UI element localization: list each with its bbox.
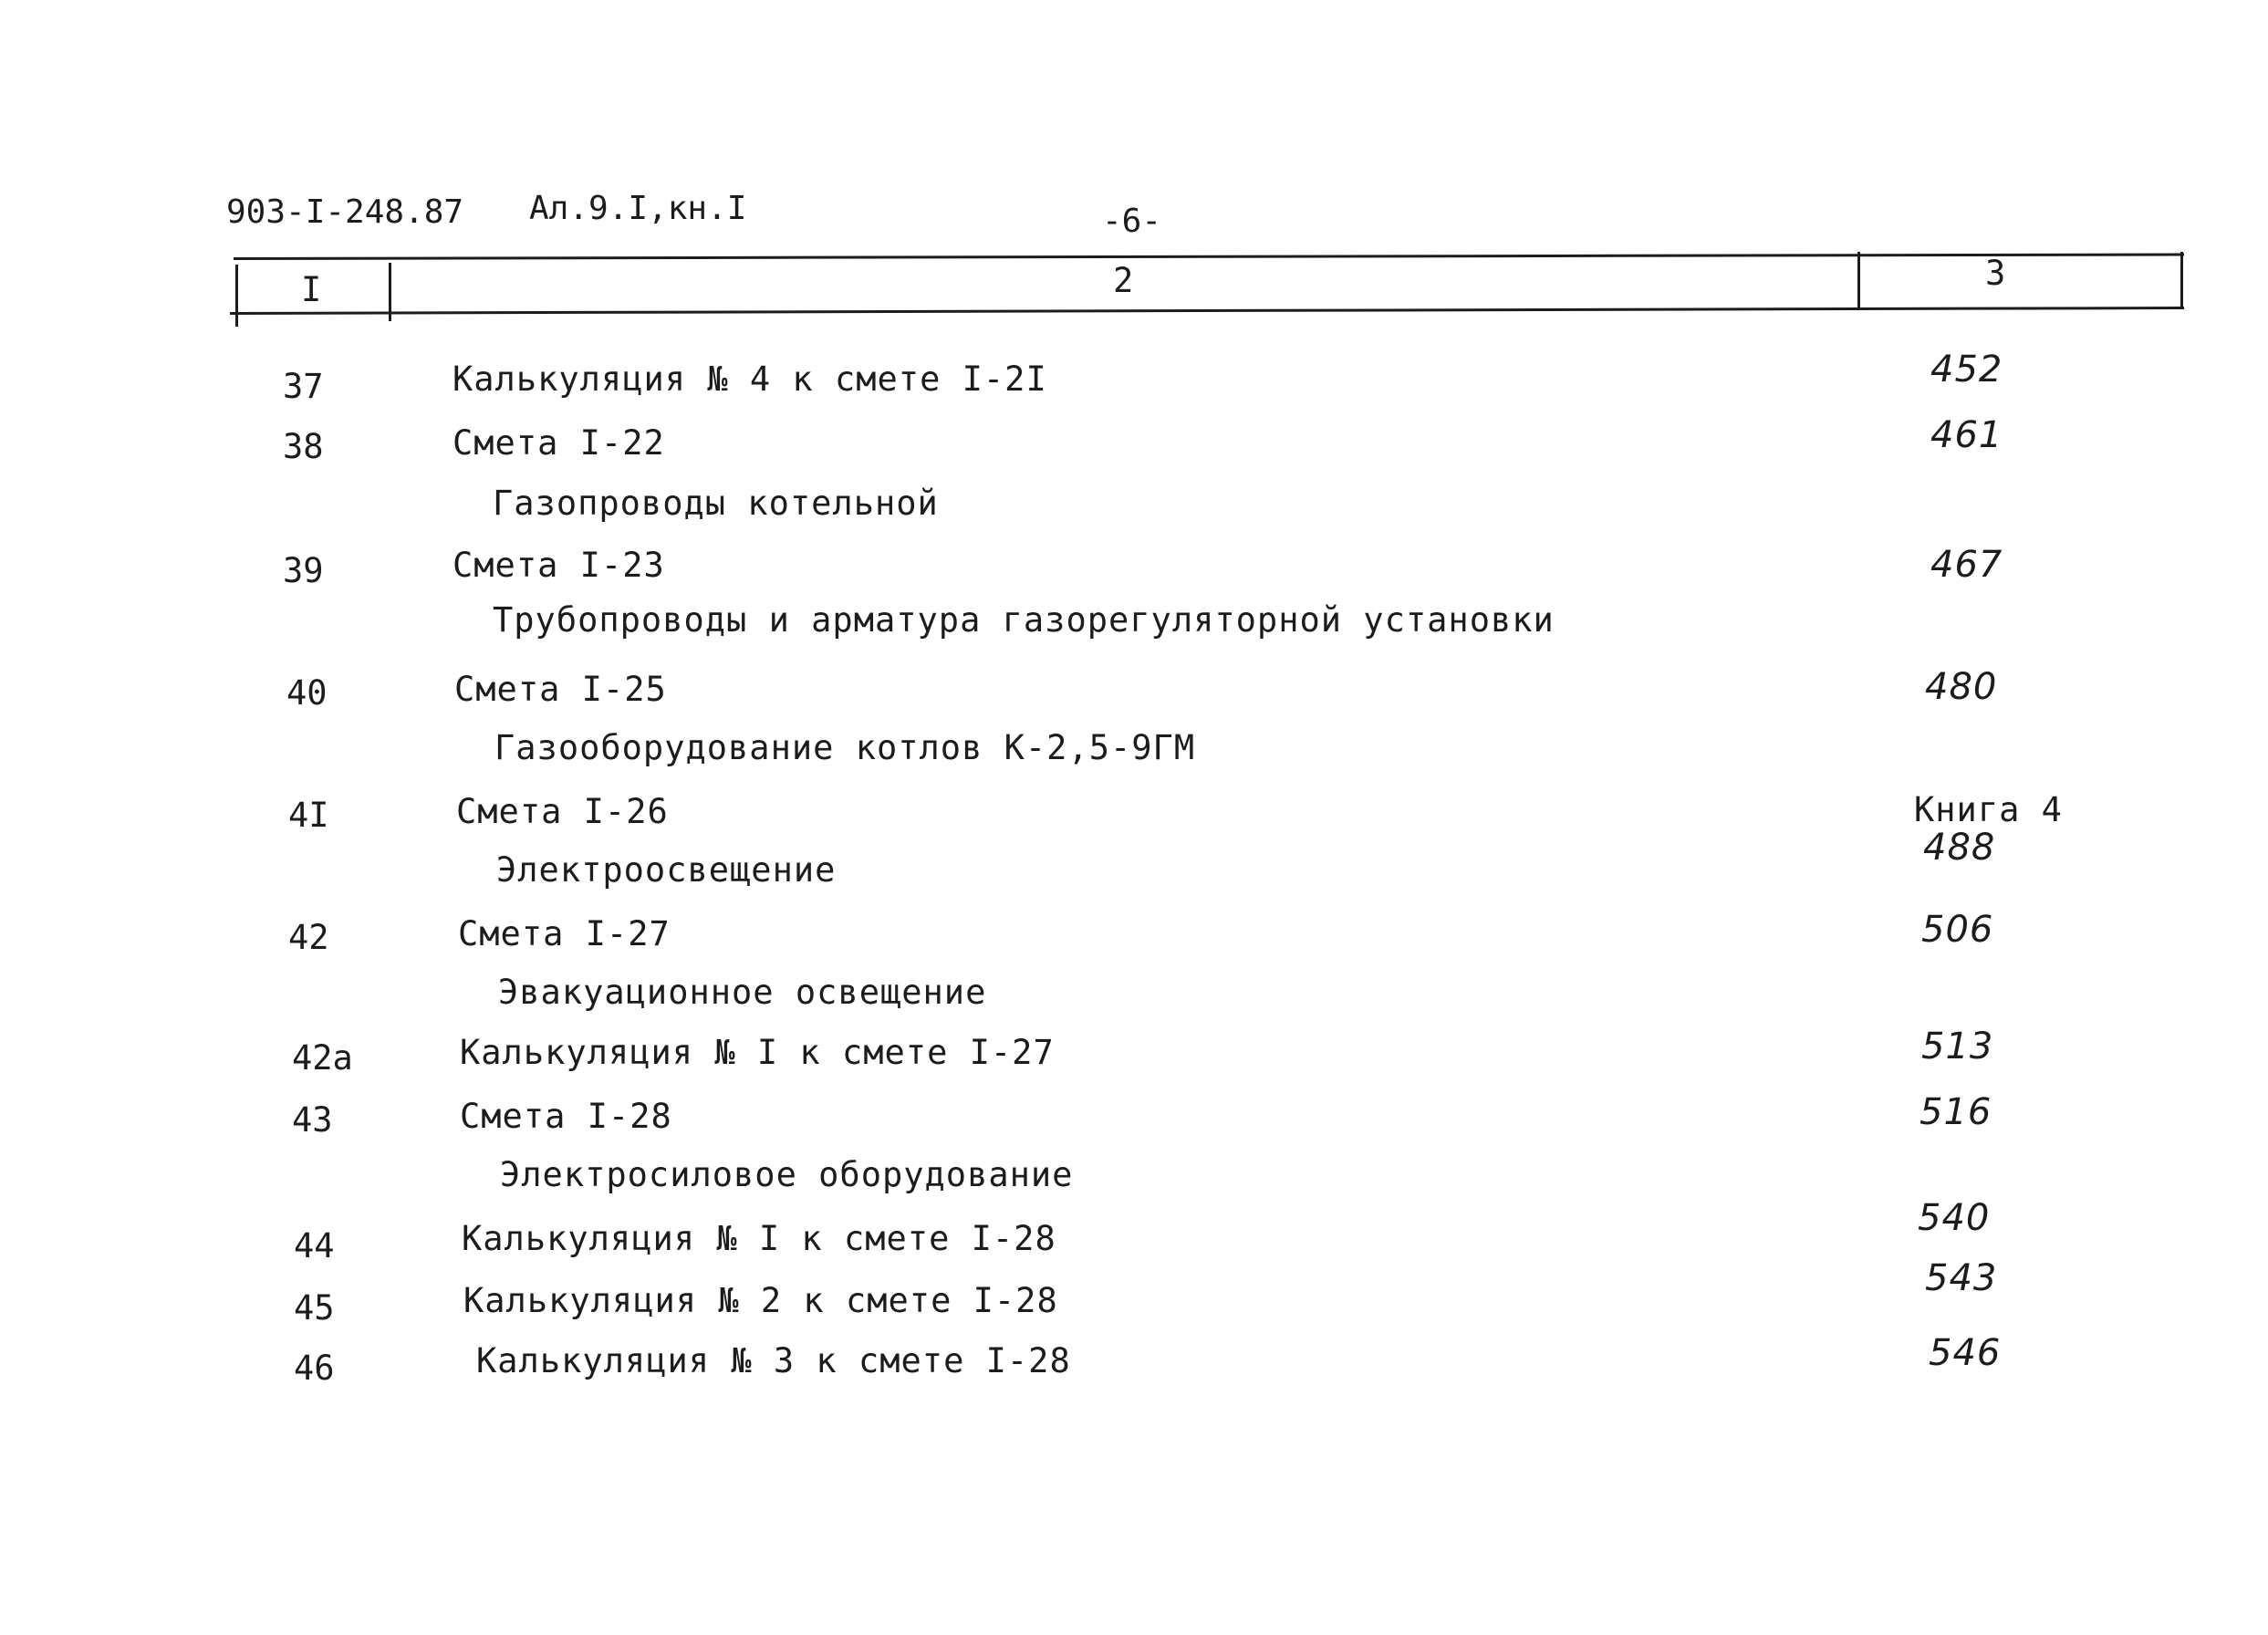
row-number: 45 <box>294 1288 335 1328</box>
row-number: 39 <box>283 551 324 590</box>
row-page: 516 <box>1919 1091 1992 1133</box>
row-title: Смета I-23 <box>453 546 665 585</box>
header-top-rule <box>234 254 2184 260</box>
row-title: Калькуляция № 4 к смете I-2I <box>453 359 1047 399</box>
row-title: Калькуляция № I к смете I-28 <box>462 1219 1056 1258</box>
row-subtitle: Трубопроводы и арматура газорегуляторной установки <box>493 600 1555 640</box>
row-title: Смета I-28 <box>460 1097 672 1136</box>
row-title: Смета I-26 <box>456 792 669 831</box>
row-title: Смета I-27 <box>458 914 671 953</box>
column-header-1: I <box>301 270 322 309</box>
row-page: 506 <box>1921 909 1994 951</box>
row-title: Смета I-22 <box>453 423 665 463</box>
column-header-2: 2 <box>1113 261 1134 300</box>
row-number: 38 <box>283 427 324 466</box>
column-header-3: 3 <box>1985 254 2006 293</box>
row-page: 480 <box>1925 666 1998 708</box>
row-subtitle: Газооборудование котлов К-2,5-9ГМ <box>494 728 1196 767</box>
row-title: Калькуляция № I к смете I-27 <box>460 1033 1055 1072</box>
row-page: 546 <box>1929 1332 2002 1374</box>
header-divider-2 <box>1857 252 1860 310</box>
row-page: 513 <box>1921 1026 1994 1067</box>
row-number: 43 <box>292 1100 333 1140</box>
row-page: 543 <box>1925 1257 1998 1299</box>
row-title: Калькуляция № 2 к смете I-28 <box>463 1281 1058 1320</box>
row-title: Калькуляция № 3 к смете I-28 <box>476 1341 1071 1380</box>
row-subtitle: Эвакуационное освещение <box>498 973 987 1012</box>
row-page: 467 <box>1930 544 2003 586</box>
row-page: 452 <box>1930 349 2003 391</box>
header-bottom-rule <box>230 307 2184 315</box>
row-number: 44 <box>294 1226 335 1265</box>
row-subtitle: Электроосвещение <box>496 850 837 890</box>
album-reference: Ал.9.I,кн.I <box>529 190 747 227</box>
row-page: 540 <box>1918 1197 1991 1239</box>
header-divider-1 <box>389 263 391 321</box>
row-number: 40 <box>286 673 328 713</box>
row-subtitle: Электросиловое оборудование <box>500 1155 1074 1194</box>
header-divider-left-edge <box>235 265 238 327</box>
row-number: 46 <box>294 1349 335 1388</box>
document-code: 903-I-248.87 <box>226 193 464 231</box>
book-note: Книга 4 <box>1914 790 2063 829</box>
row-number: 4I <box>288 796 329 835</box>
header-divider-right-edge <box>2180 252 2183 308</box>
row-number: 42 <box>288 918 329 957</box>
row-page: 488 <box>1923 827 1996 869</box>
row-subtitle: Газопроводы котельной <box>493 484 939 523</box>
page-number-marker: -6- <box>1102 203 1162 240</box>
row-number: 42а <box>292 1038 353 1078</box>
row-number: 37 <box>283 367 324 406</box>
row-title: Смета I-25 <box>454 670 667 709</box>
row-page: 461 <box>1930 414 2003 456</box>
